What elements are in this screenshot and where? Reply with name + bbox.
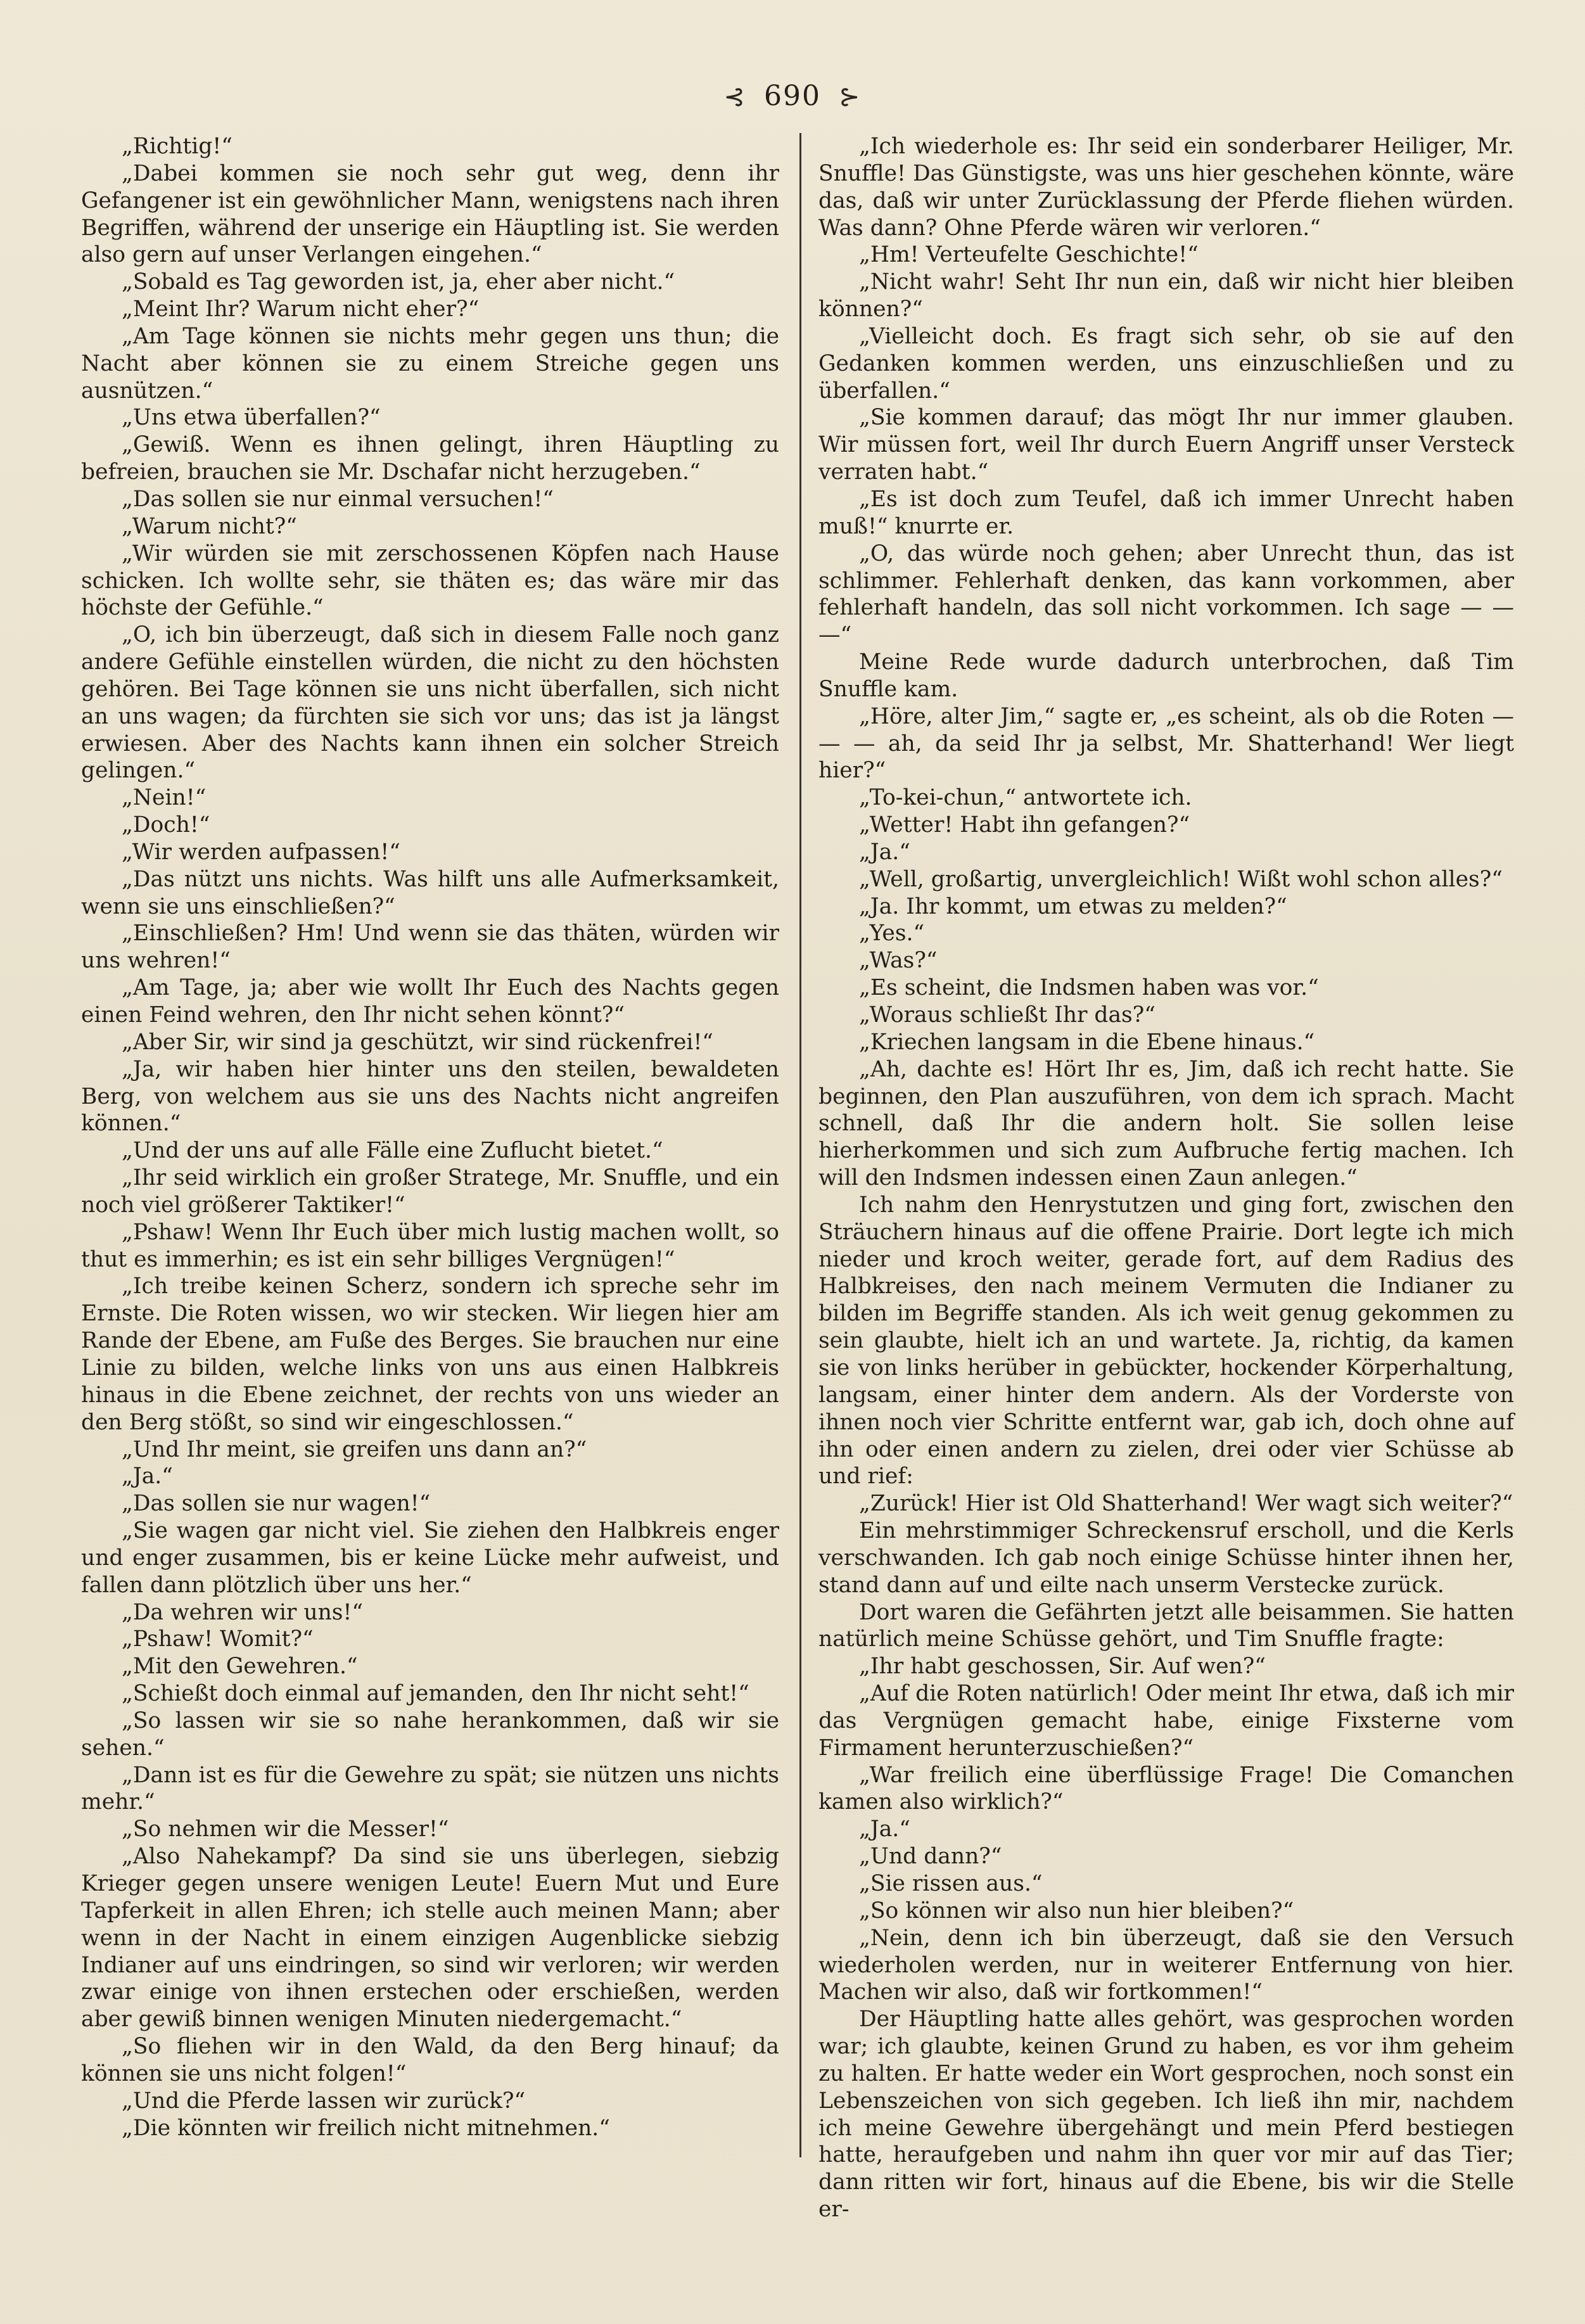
- paragraph: „Ihr seid wirklich ein großer Stratege, Mr. Snuffle, und ein noch viel größerer Taktiker!“: [81, 1165, 779, 1218]
- paragraph: „Hm! Verteufelte Geschichte!“: [859, 242, 1199, 268]
- paragraph: „Woraus schließt Ihr das?“: [859, 1002, 1155, 1028]
- ornament-right-icon: ⊱: [838, 82, 862, 112]
- paragraph: „Das sollen sie nur einmal versuchen!“: [122, 486, 554, 512]
- paragraph: „Am Tage, ja; aber wie wollt Ihr Euch des Nachts gegen einen Feind wehren, den Ihr nicht sehen könnt?“: [81, 975, 779, 1028]
- paragraph: „Ja.“: [122, 1464, 173, 1490]
- paragraph: „Was?“: [859, 948, 938, 974]
- paragraph: „Wir würden sie mit zerschossenen Köpfen nach Hause schicken. Ich wollte sehr, sie thäten es; das wäre mir das höchste der Gefühle.“: [81, 540, 779, 621]
- paragraph: „O, das würde noch gehen; aber Unrecht thun, das ist schlimmer. Fehlerhaft denken, das kann vorkommen, aber fehlerhaft handeln, das soll nicht vorkommen. Ich sage — — —“: [818, 540, 1514, 648]
- paragraph: „Auf die Roten natürlich! Oder meint Ihr etwa, daß ich mir das Vergnügen gemacht habe, einige Fixsterne vom Firmament herunterzuschießen?“: [818, 1681, 1514, 1761]
- paragraph: Ein mehrstimmiger Schreckensruf erscholl, und die Kerls verschwanden. Ich gab noch einige Schüsse hinter ihnen her, stand dann auf und eilte nach unserm Verstecke zurück.: [818, 1518, 1514, 1598]
- paragraph: „War freilich eine überflüssige Frage! Die Comanchen kamen also wirklich?“: [818, 1762, 1514, 1815]
- paragraph: „Ja.“: [859, 839, 910, 865]
- paragraph: „Pshaw! Wenn Ihr Euch über mich lustig machen wollt, so thut es immerhin; es ist ein sehr billiges Vergnügen!“: [81, 1219, 779, 1272]
- paragraph: „Sie wagen gar nicht viel. Sie ziehen den Halbkreis enger und enger zusammen, bis er keine Lücke mehr aufweist, und fallen dann plötzlich über uns her.“: [81, 1518, 779, 1598]
- paragraph: „O, ich bin überzeugt, daß sich in diesem Falle noch ganz andere Gefühle einstellen würden, die nicht zu den höchsten gehören. Bei Tage können sie uns nicht überfallen, sich nicht an uns wagen; da fürchten sie sich vor uns; das ist ja längst erwiesen. Aber des Nachts kann ihnen ein solcher Streich gelingen.“: [81, 622, 779, 784]
- paragraph: „Es scheint, die Indsmen haben was vor.“: [859, 975, 1319, 1001]
- paragraph: „Wir werden aufpassen!“: [122, 839, 400, 865]
- paragraph: „Aber Sir, wir sind ja geschützt, wir sind rückenfrei!“: [122, 1029, 713, 1055]
- paragraph: „Doch!“: [122, 812, 210, 838]
- paragraph: Der Häuptling hatte alles gehört, was gesprochen worden war; ich glaubte, keinen Grund zu haben, es vor ihm geheim zu halten. Er hatte weder ein Wort gesprochen, noch sonst ein Lebenszeichen von sich gegeben. Ich ließ ihn mir, nachdem ich meine Gewehre übergehängt und mein Pferd bestiegen hatte, heraufgeben und nahm ihn quer vor mir auf das Tier; dann ritten wir fort, hinaus auf die Ebene, bis wir die Stelle er-: [818, 2007, 1514, 2223]
- paragraph: „Und Ihr meint, sie greifen uns dann an?“: [122, 1436, 587, 1462]
- paragraph: „Well, großartig, unvergleichlich! Wißt wohl schon alles?“: [859, 866, 1503, 892]
- paragraph: „Richtig!“: [122, 134, 232, 159]
- paragraph: „Dann ist es für die Gewehre zu spät; sie nützen uns nichts mehr.“: [81, 1762, 779, 1815]
- paragraph: „Einschließen? Hm! Und wenn sie das thäten, würden wir uns wehren!“: [81, 921, 779, 974]
- paragraph: „Ihr habt geschossen, Sir. Auf wen?“: [859, 1654, 1266, 1680]
- paragraph: „Sie kommen darauf; das mögt Ihr nur immer glauben. Wir müssen fort, weil Ihr durch Euern Angriff unser Versteck verraten habt.“: [818, 405, 1514, 485]
- paragraph: „Ich treibe keinen Scherz, sondern ich spreche sehr im Ernste. Die Roten wissen, wo wir stecken. Wir liegen hier am Rande der Ebene, am Fuße des Berges. Sie brauchen nur eine Linie zu bilden, welche links von uns aus einen Halbkreis hinaus in die Ebene zeichnet, der rechts von uns wieder an den Berg stößt, so sind wir eingeschlossen.“: [81, 1274, 779, 1435]
- ornament-left-icon: ⊰: [723, 82, 746, 112]
- page-header: [0, 71, 1585, 122]
- paragraph: „Ja.“: [859, 1816, 910, 1842]
- paragraph: „Vielleicht doch. Es fragt sich sehr, ob sie auf den Gedanken kommen werden, uns einzuschließen und zu überfallen.“: [818, 323, 1514, 404]
- column-divider: [799, 133, 801, 2157]
- paragraph: „Da wehren wir uns!“: [122, 1599, 363, 1625]
- paragraph: Ich nahm den Henrystutzen und ging fort, zwischen den Sträuchern hinaus auf die offene Prairie. Dort legte ich mich nieder und kroch weiter, gerade fort, auf dem Radius des Halbkreises, den nach meinem Vermuten die Indianer zu bilden im Begriffe standen. Als ich weit genug gekommen zu sein glaubte, hielt ich an und wartete. Ja, richtig, da kamen sie von links herüber in gebückter, hockender Körperhaltung, langsam, einer hinter dem andern. Als der Vorderste von ihnen noch vier Schritte entfernt war, gab ich, doch ohne auf ihn oder einen andern zu zielen, drei oder vier Schüsse ab und rief:: [818, 1192, 1514, 1490]
- left-column: [81, 133, 779, 2142]
- paragraph: „Meint Ihr? Warum nicht eher?“: [122, 297, 480, 322]
- paragraph: „Mit den Gewehren.“: [122, 1654, 358, 1680]
- paragraph: „Und der uns auf alle Fälle eine Zuflucht bietet.“: [122, 1138, 663, 1164]
- paragraph: „So können wir also nun hier bleiben?“: [859, 1898, 1294, 1924]
- paragraph: „So lassen wir sie so nahe herankommen, daß wir sie sehen.“: [81, 1708, 779, 1761]
- paragraph: Meine Rede wurde dadurch unterbrochen, daß Tim Snuffle kam.: [818, 649, 1514, 702]
- paragraph: „Gewiß. Wenn es ihnen gelingt, ihren Häuptling zu befreien, brauchen sie Mr. Dschafar nicht herzugeben.“: [81, 432, 779, 485]
- paragraph: „Am Tage können sie nichts mehr gegen uns thun; die Nacht aber können sie zu einem Streiche gegen uns ausnützen.“: [81, 323, 779, 404]
- paragraph: „So nehmen wir die Messer!“: [122, 1816, 449, 1842]
- paragraph: „Sie rissen aus.“: [859, 1871, 1043, 1896]
- paragraph: „Nein!“: [122, 785, 207, 811]
- paragraph: „Und die Pferde lassen wir zurück?“: [122, 2088, 526, 2114]
- paragraph: „Es ist doch zum Teufel, daß ich immer Unrecht haben muß!“ knurrte er.: [818, 486, 1514, 539]
- paragraph: „So fliehen wir in den Wald, da den Berg hinauf; da können sie uns nicht folgen!“: [81, 2034, 779, 2086]
- paragraph: „Die könnten wir freilich nicht mitnehmen.“: [122, 2115, 610, 2141]
- paragraph: „Pshaw! Womit?“: [122, 1626, 314, 1652]
- paragraph: „Ich wiederhole es: Ihr seid ein sonderbarer Heiliger, Mr. Snuffle! Das Günstigste, was uns hier geschehen könnte, wäre das, daß wir unter Zurücklassung der Pferde fliehen würden. Was dann? Ohne Pferde wären wir verloren.“: [818, 134, 1514, 241]
- paragraph: „Wetter! Habt ihn gefangen?“: [859, 812, 1190, 838]
- paragraph: „Ah, dachte es! Hört Ihr es, Jim, daß ich recht hatte. Sie beginnen, den Plan auszuführen, von dem ich sprach. Macht schnell, daß Ihr die andern holt. Sie sollen leise hierherkommen und sich zum Aufbruche fertig machen. Ich will den Indsmen indessen einen Zaun anlegen.“: [818, 1056, 1514, 1191]
- paragraph: „To-kei-chun,“ antwortete ich.: [859, 785, 1192, 811]
- paragraph: „Uns etwa überfallen?“: [122, 405, 381, 431]
- paragraph: „Nicht wahr! Seht Ihr nun ein, daß wir nicht hier bleiben können?“: [818, 269, 1514, 322]
- paragraph: „Also Nahekampf? Da sind sie uns überlegen, siebzig Krieger gegen unsere wenigen Leute! Euern Mut und Eure Tapferkeit in allen Ehren; ich stelle auch meinen Mann; aber wenn in der Nacht in einem einzigen Augenblicke siebzig Indianer auf uns eindringen, so sind wir verloren; wir werden zwar einige von ihnen erstechen oder erschießen, werden aber gewiß binnen wenigen Minuten niedergemacht.“: [81, 1844, 779, 2033]
- right-column: [818, 133, 1514, 2223]
- paragraph: „Yes.“: [859, 921, 925, 947]
- paragraph: „Nein, denn ich bin überzeugt, daß sie den Versuch wiederholen werden, nur in weiterer Entfernung von hier. Machen wir also, daß wir fortkommen!“: [818, 1925, 1514, 2005]
- paragraph: „Warum nicht?“: [122, 513, 297, 539]
- paragraph: „Dabei kommen sie noch sehr gut weg, denn ihr Gefangener ist ein gewöhnlicher Mann, wenigstens nach ihren Begriffen, während der unserige ein Häuptling ist. Sie werden also gern auf unser Verlangen eingehen.“: [81, 160, 779, 268]
- paragraph: „Zurück! Hier ist Old Shatterhand! Wer wagt sich weiter?“: [859, 1491, 1513, 1517]
- paragraph: „Höre, alter Jim,“ sagte er, „es scheint, als ob die Roten — — — ah, da seid Ihr ja selbst, Mr. Shatterhand! Wer liegt hier?“: [818, 703, 1514, 784]
- paragraph: „Ja. Ihr kommt, um etwas zu melden?“: [859, 893, 1287, 919]
- paragraph: „Das sollen sie nur wagen!“: [122, 1491, 431, 1517]
- paragraph: „Sobald es Tag geworden ist, ja, eher aber nicht.“: [122, 269, 675, 295]
- paragraph: Dort waren die Gefährten jetzt alle beisammen. Sie hatten natürlich meine Schüsse gehört, und Tim Snuffle fragte:: [818, 1599, 1514, 1652]
- page-number: 690: [764, 80, 821, 112]
- paragraph: „Das nützt uns nichts. Was hilft uns alle Aufmerksamkeit, wenn sie uns einschließen?“: [81, 866, 779, 919]
- paragraph: „Ja, wir haben hier hinter uns den steilen, bewaldeten Berg, von welchem aus sie uns des Nachts nicht angreifen können.“: [81, 1056, 779, 1137]
- paragraph: „Kriechen langsam in die Ebene hinaus.“: [859, 1029, 1315, 1055]
- paragraph: „Schießt doch einmal auf jemanden, den Ihr nicht seht!“: [122, 1681, 749, 1707]
- paragraph: „Und dann?“: [859, 1844, 1002, 1870]
